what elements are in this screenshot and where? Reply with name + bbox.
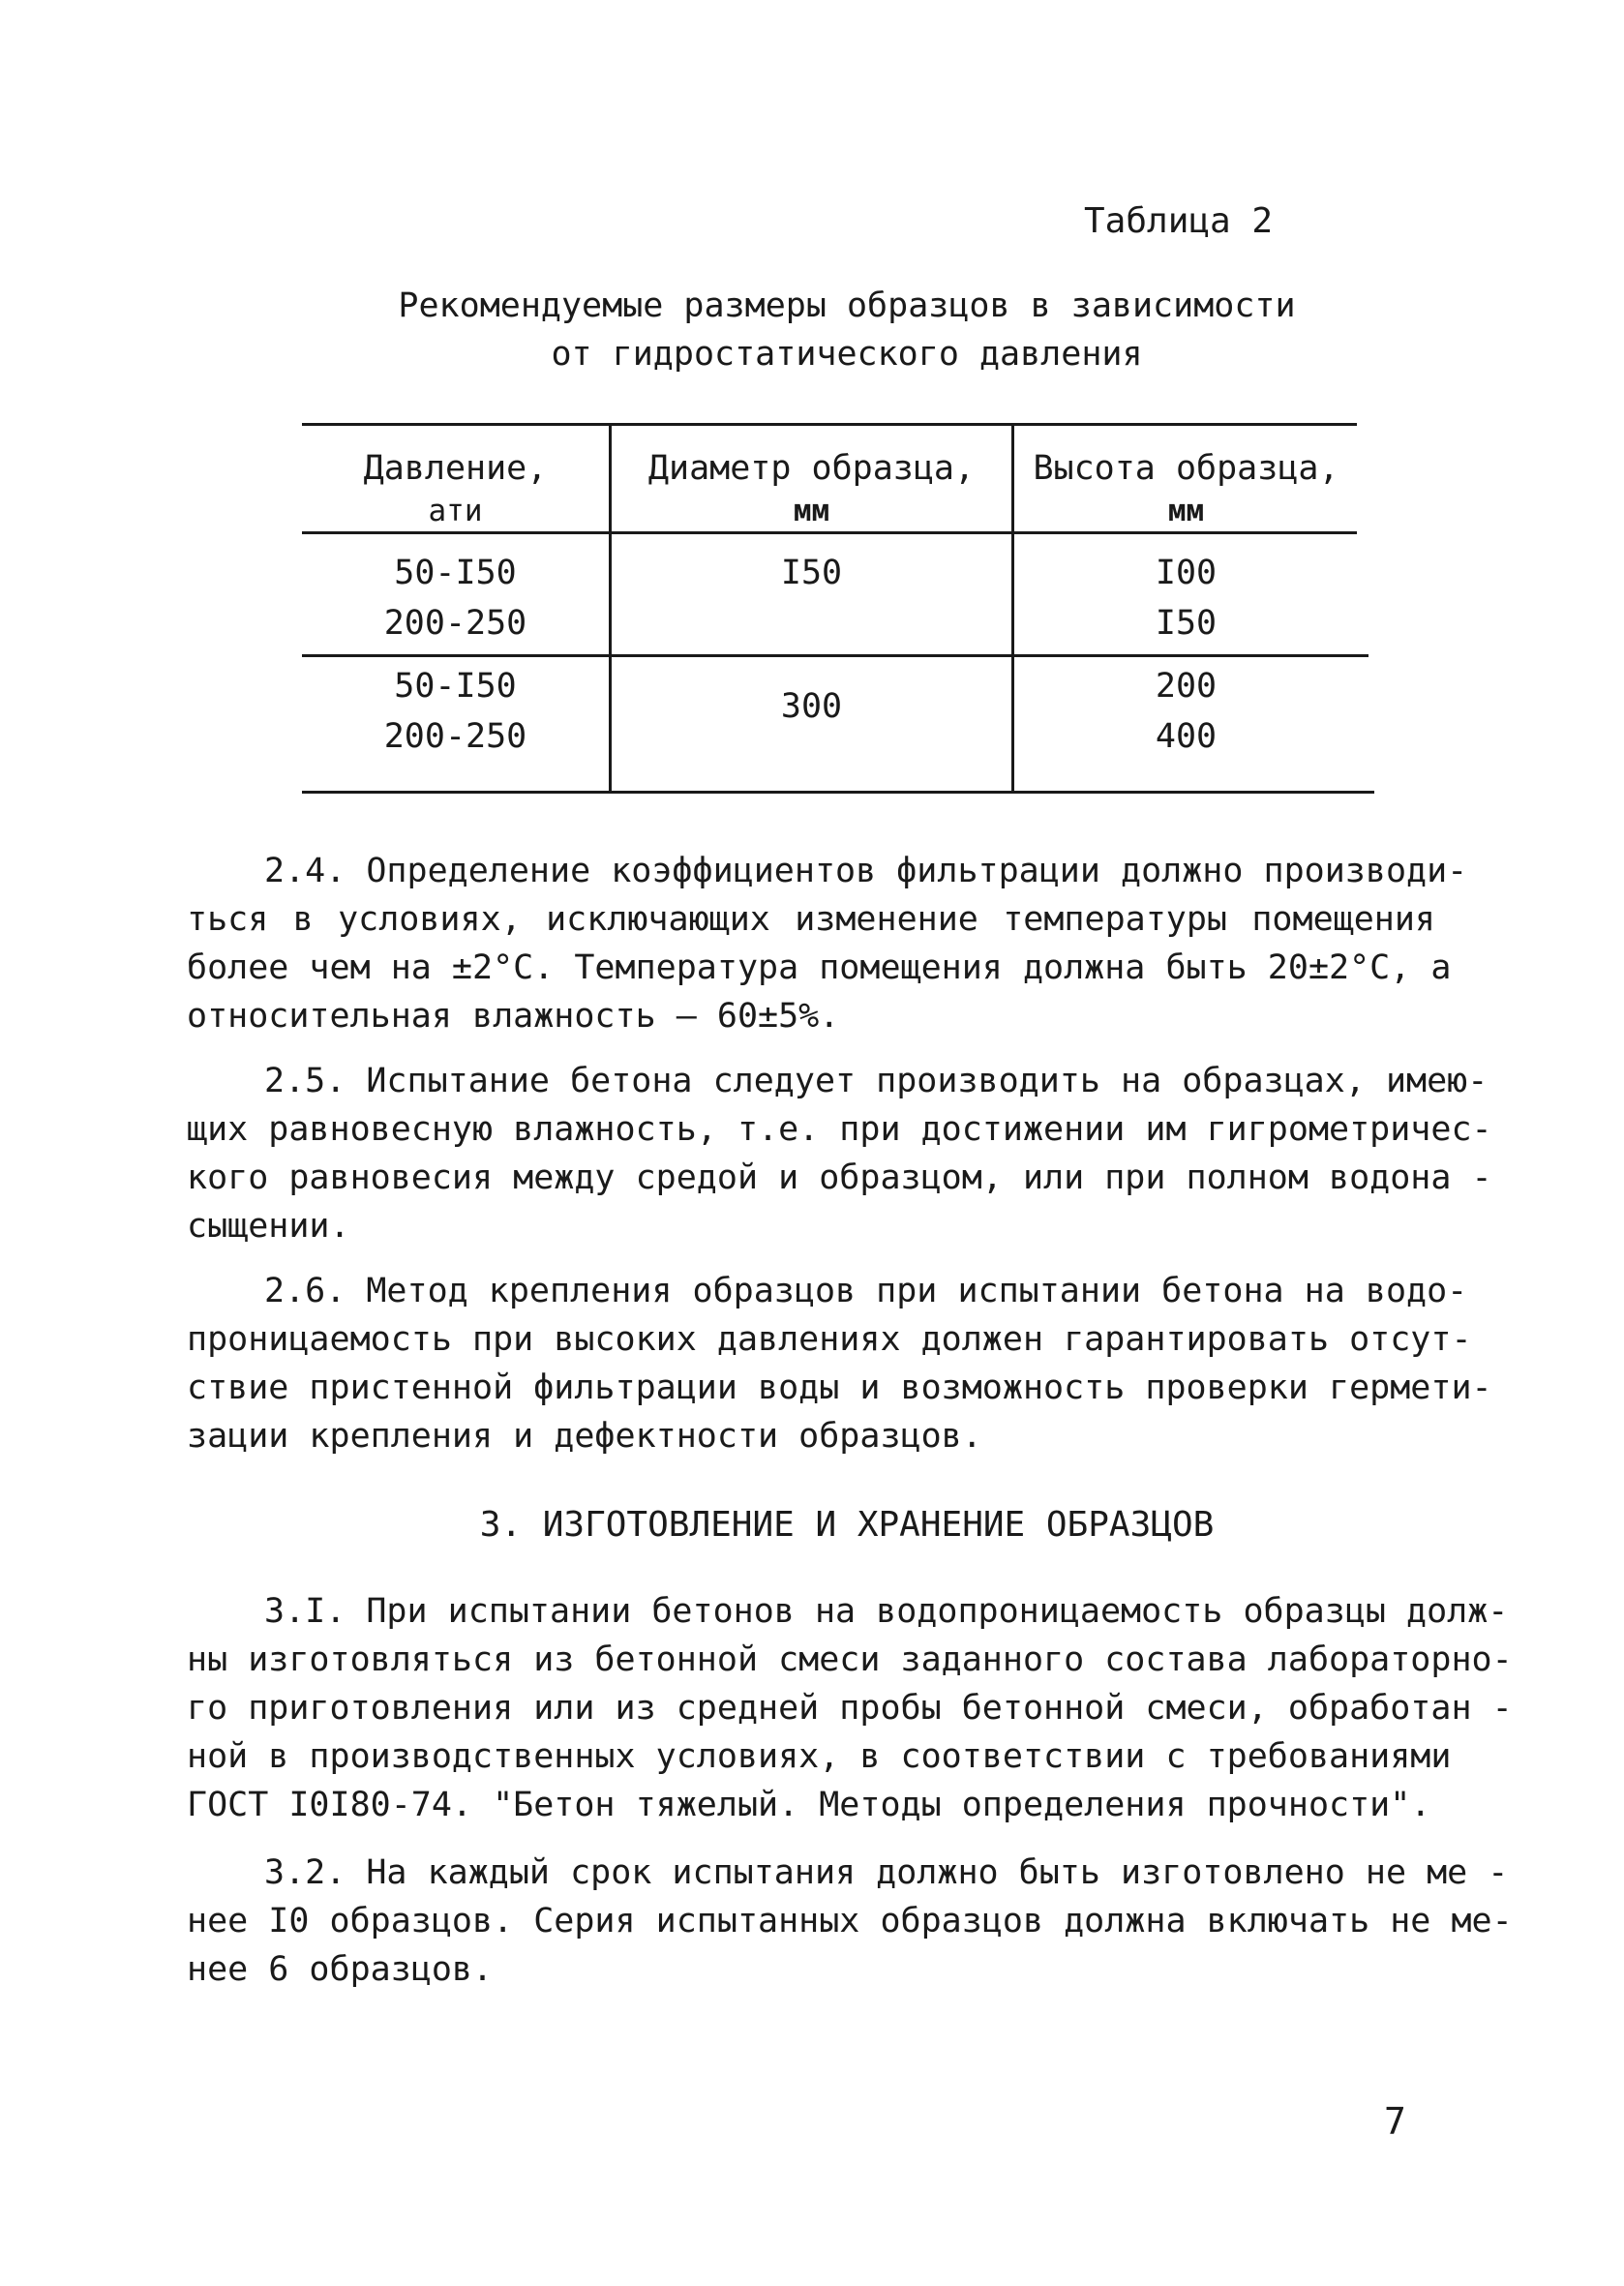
table-title-line-1: Рекомендуемые размеры образцов в зависимости bbox=[398, 286, 1296, 325]
text-line: более чем на ±2°С. Температура помещения должна быть 20±2°С, а bbox=[187, 948, 1452, 987]
group-1-height-2: I50 bbox=[1155, 604, 1218, 643]
section-heading: 3. ИЗГОТОВЛЕНИЕ И ХРАНЕНИЕ ОБРАЗЦОВ bbox=[479, 1505, 1215, 1545]
text-line: относительная влажность – 60±5%. bbox=[187, 997, 840, 1036]
text-line: нее I0 образцов. Серия испытанных образцов должна включать не ме- bbox=[187, 1902, 1513, 1940]
table-top-rule bbox=[302, 423, 1357, 426]
table-header-rule bbox=[302, 531, 1357, 534]
group-2-diameter: 300 bbox=[780, 687, 843, 726]
header-height: Высота образца, мм bbox=[1033, 449, 1339, 528]
table-label: Таблица 2 bbox=[1084, 201, 1274, 241]
table-group-rule bbox=[302, 654, 1368, 657]
text-line: ГОСТ I0I80-74. "Бетон тяжелый. Методы определения прочности". bbox=[187, 1786, 1431, 1824]
group-2-height-1: 200 bbox=[1155, 667, 1218, 706]
text-line: 2.6. Метод крепления образцов при испытании бетона на водо- bbox=[264, 1272, 1468, 1310]
group-1-height-1: I00 bbox=[1155, 554, 1218, 592]
header-diameter: Диаметр образца, мм bbox=[647, 449, 976, 528]
text-line: щих равновесную влажность, т.е. при достижении им гигрометричес- bbox=[187, 1110, 1492, 1149]
paragraph-2-6 bbox=[187, 1267, 1492, 1460]
group-2-pressure-1: 50-I50 bbox=[394, 667, 517, 706]
table-title-line-2: от гидростатического давления bbox=[551, 335, 1143, 374]
text-line: го приготовления или из средней пробы бетонной смеси, обработан - bbox=[187, 1689, 1513, 1728]
group-2-height-2: 400 bbox=[1155, 717, 1218, 756]
group-1-pressure-2: 200-250 bbox=[383, 604, 527, 643]
paragraph-3-1 bbox=[187, 1587, 1513, 1829]
header-pressure: Давление, ати bbox=[363, 449, 548, 528]
text-line: кого равновесия между средой и образцом, или при полном водона - bbox=[187, 1158, 1492, 1197]
page-number: 7 bbox=[1384, 2100, 1406, 2143]
group-1-pressure-1: 50-I50 bbox=[394, 554, 517, 592]
paragraph-2-4 bbox=[187, 847, 1468, 1040]
text-line: сыщении. bbox=[187, 1207, 350, 1246]
text-line: зации крепления и дефектности образцов. bbox=[187, 1417, 982, 1456]
text-line: ствие пристенной фильтрации воды и возможность проверки гермети- bbox=[187, 1369, 1492, 1407]
text-line: ной в производственных условиях, в соответствии с требованиями bbox=[187, 1737, 1452, 1776]
group-2-pressure-2: 200-250 bbox=[383, 717, 527, 756]
paragraph-3-2 bbox=[187, 1849, 1513, 1994]
text-line: нее 6 образцов. bbox=[187, 1950, 494, 1989]
text-line: ны изготовляться из бетонной смеси заданного состава лабораторно- bbox=[187, 1640, 1513, 1679]
text-line: 3.I. При испытании бетонов на водопроницаемость образцы долж- bbox=[264, 1592, 1509, 1631]
paragraph-2-5 bbox=[187, 1057, 1492, 1250]
text-line: 2.5. Испытание бетона следует производить на образцах, имею- bbox=[264, 1062, 1489, 1100]
text-line: 2.4. Определение коэффициентов фильтрации должно производи- bbox=[264, 852, 1468, 890]
text-line: 3.2. На каждый срок испытания должно быть изготовлено не ме - bbox=[264, 1853, 1509, 1892]
text-line: проницаемость при высоких давлениях должен гарантировать отсут- bbox=[187, 1320, 1472, 1359]
group-1-diameter: I50 bbox=[780, 554, 843, 592]
text-line: ться в условиях, исключающих изменение температуры помещения bbox=[187, 900, 1435, 939]
table-bottom-rule bbox=[302, 791, 1374, 794]
